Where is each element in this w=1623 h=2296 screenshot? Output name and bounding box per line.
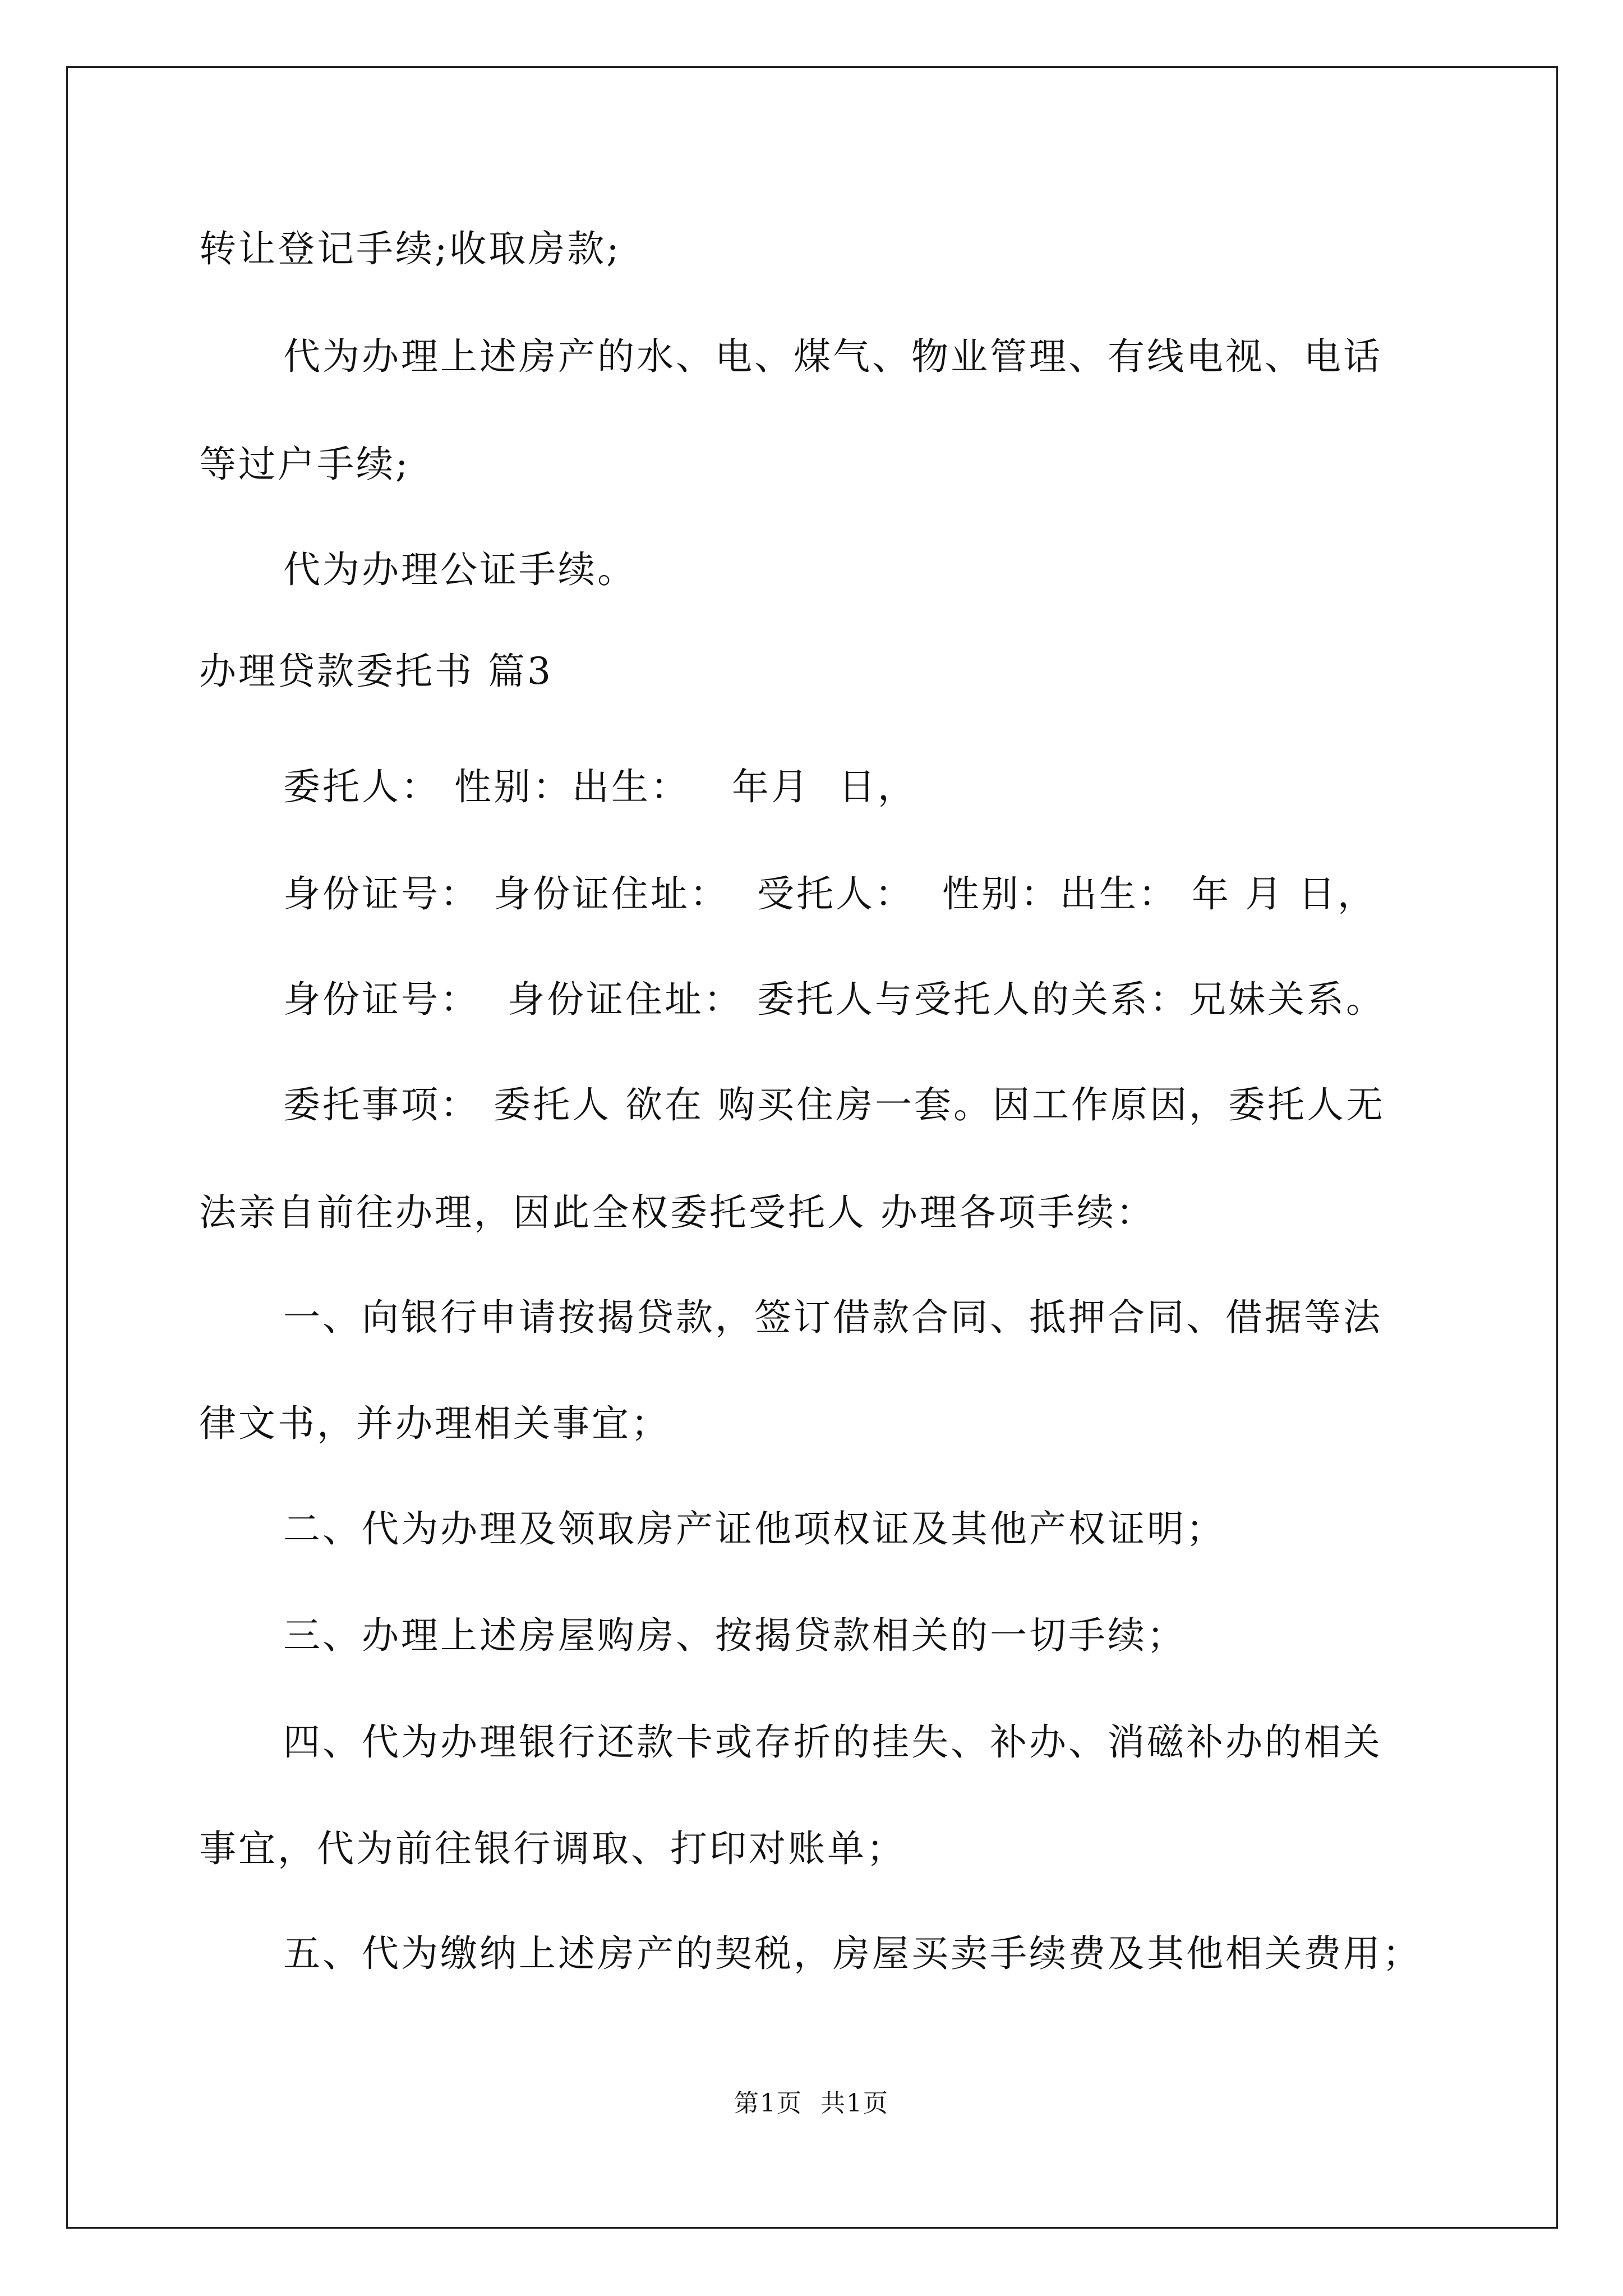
paragraph-line: 律文书，并办理相关事宜；	[199, 1402, 670, 1445]
paragraph-line: 三、办理上述房屋购房、按揭贷款相关的一切手续；	[283, 1614, 1186, 1657]
section-heading: 办理贷款委托书 篇3	[199, 650, 553, 693]
paragraph-line: 代为办理上述房产的水、电、煤气、物业管理、有线电视、电话	[283, 335, 1382, 378]
paragraph-line: 法亲自前往办理，因此全权委托受托人 办理各项手续：	[199, 1191, 1155, 1234]
paragraph-line: 事宜，代为前往银行调取、打印对账单；	[199, 1827, 906, 1870]
paragraph-line: 等过户手续;	[199, 443, 411, 486]
paragraph-line: 转让登记手续;收取房款;	[199, 227, 621, 270]
paragraph-line: 身份证号： 身份证住址： 委托人与受托人的关系：兄妹关系。	[283, 978, 1385, 1021]
paragraph-line: 一、向银行申请按揭贷款，签订借款合同、抵押合同、借据等法	[283, 1296, 1382, 1339]
paragraph-line: 五、代为缴纳上述房产的契税，房屋买卖手续费及其他相关费用；	[283, 1932, 1422, 1975]
paragraph-line: 二、代为办理及领取房产证他项权证及其他产权证明；	[283, 1507, 1225, 1550]
paragraph-line: 代为办理公证手续。	[283, 548, 637, 591]
page-border	[66, 66, 1558, 2229]
page-footer: 第1页 共1页	[734, 2089, 889, 2118]
paragraph-line: 委托人： 性别：出生： 年月 日，	[283, 765, 917, 808]
paragraph-line: 身份证号： 身份证住址： 受托人： 性别：出生： 年 月 日，	[283, 872, 1377, 915]
paragraph-line: 委托事项： 委托人 欲在 购买住房一套。因工作原因，委托人无	[283, 1083, 1385, 1126]
paragraph-line: 四、代为办理银行还款卡或存折的挂失、补办、消磁补办的相关	[283, 1720, 1382, 1764]
